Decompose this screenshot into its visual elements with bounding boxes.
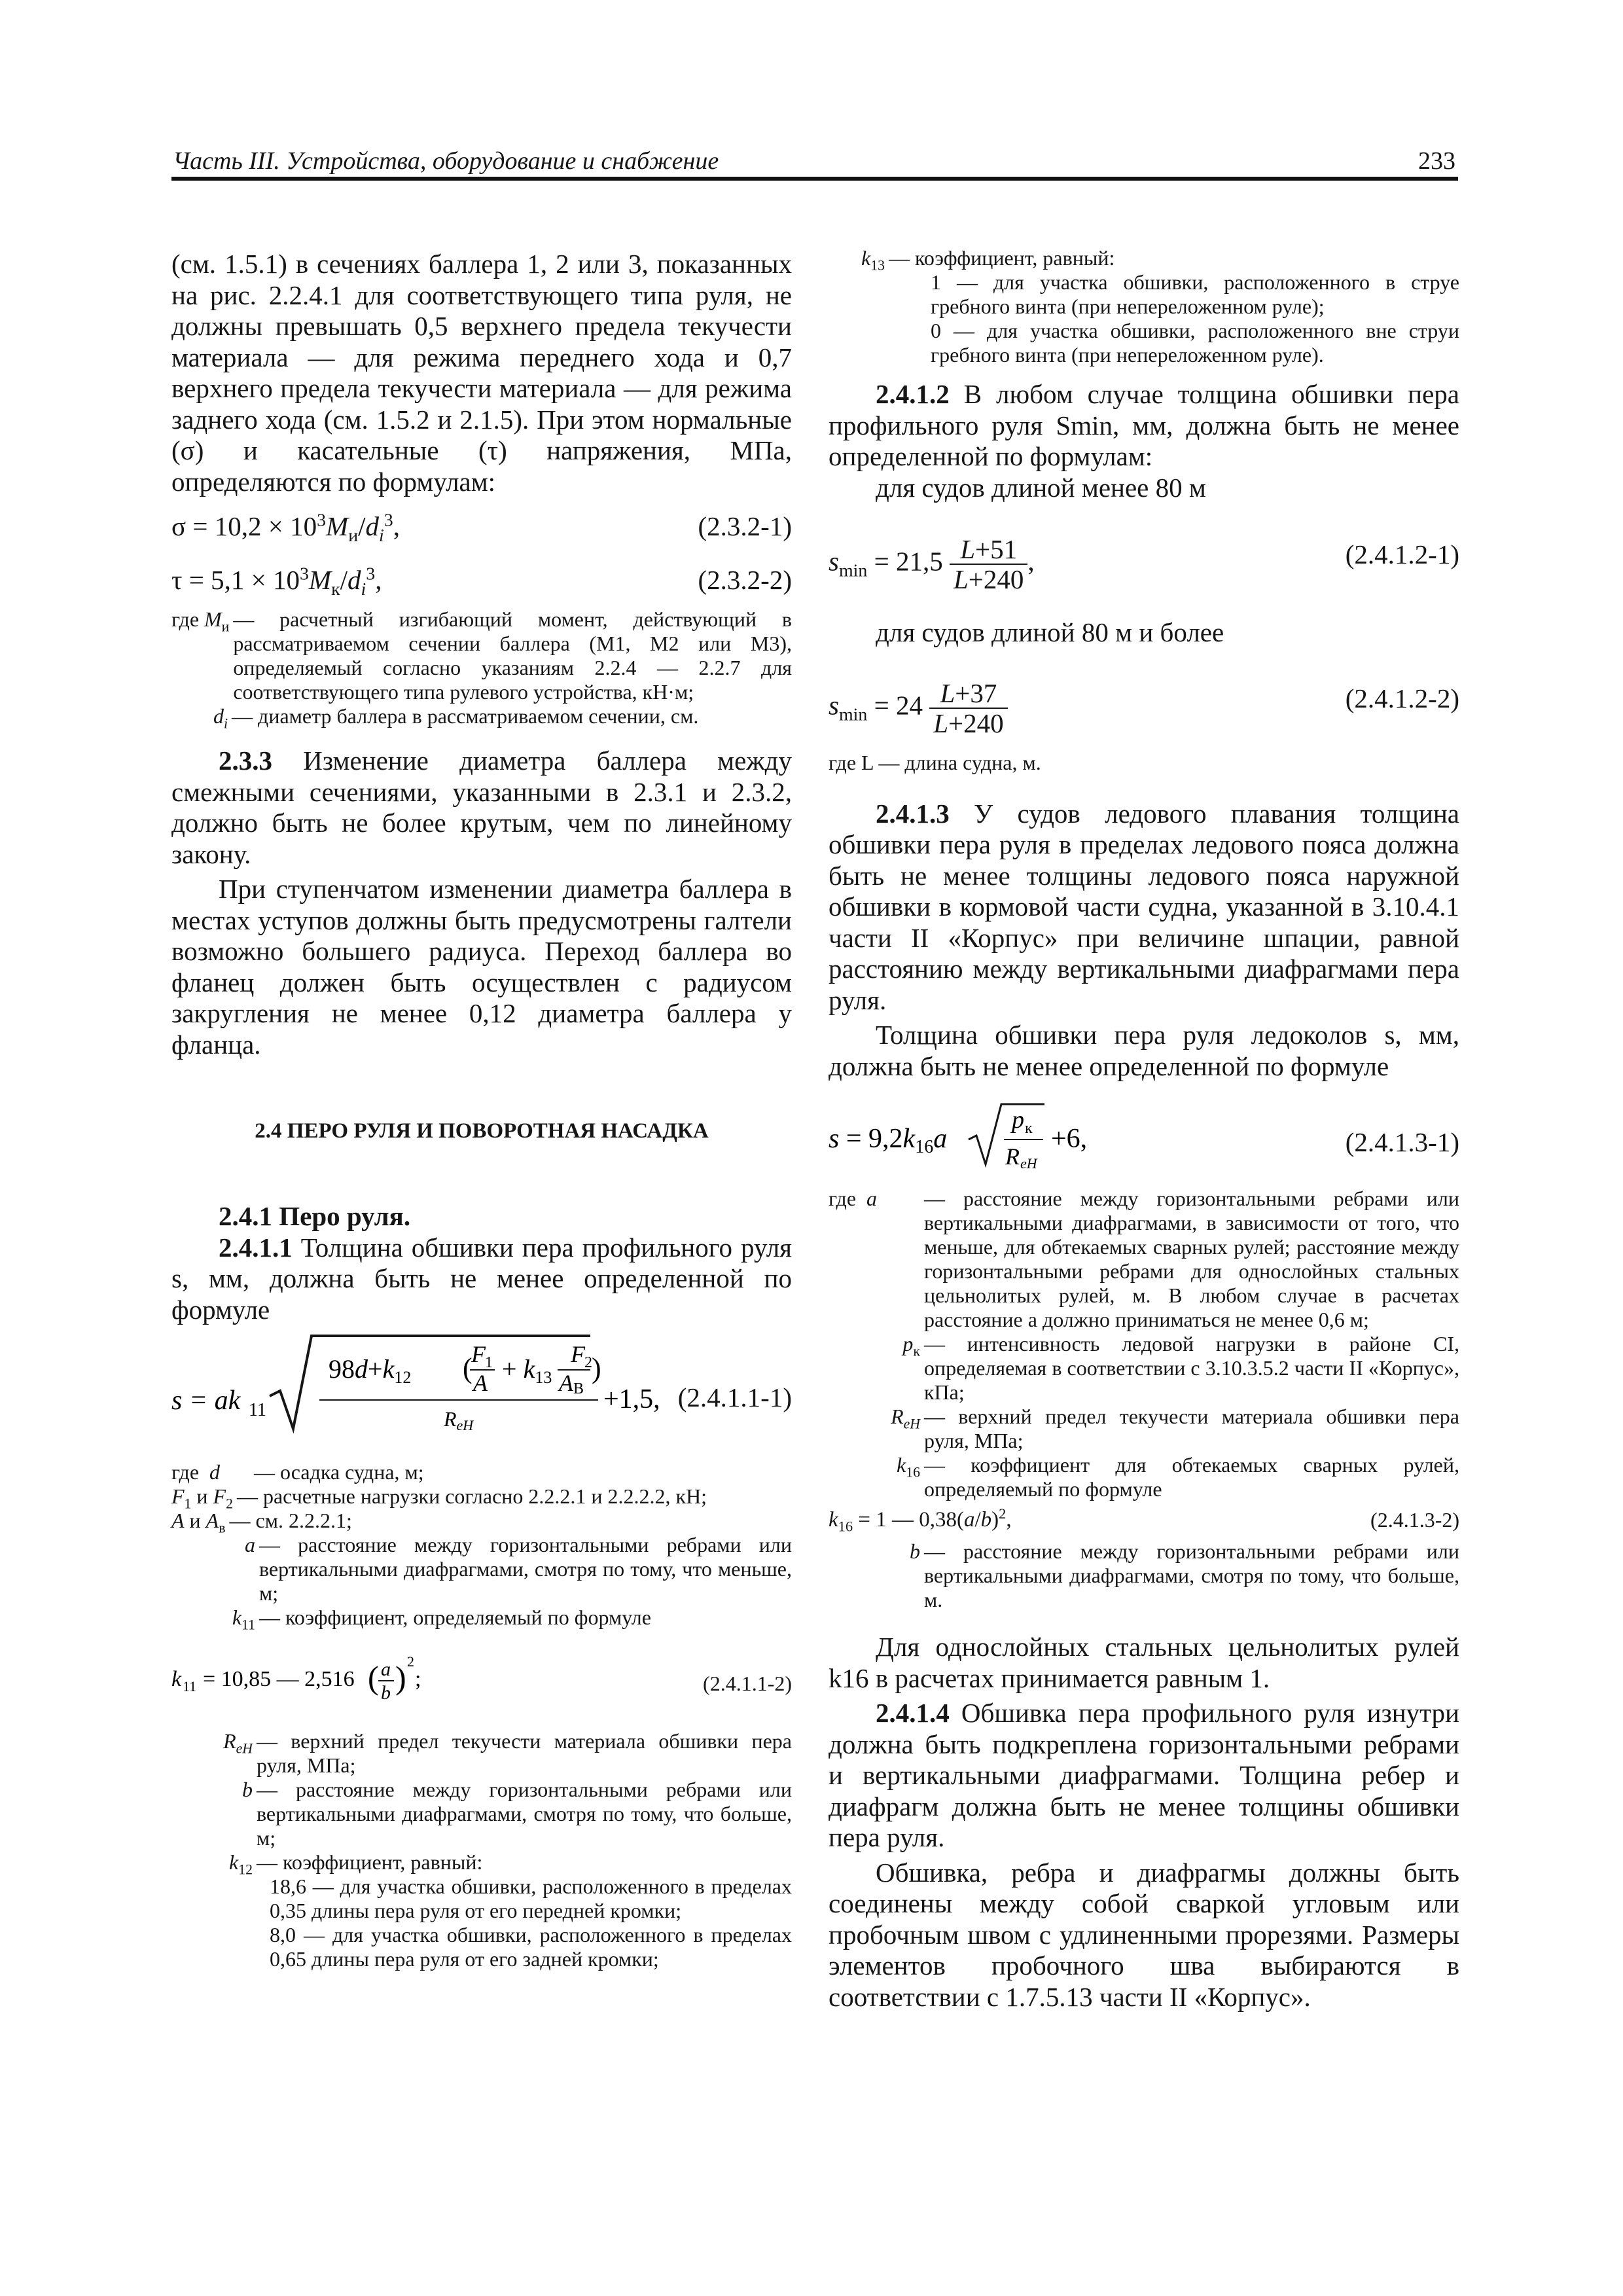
svg-text:+ k13: + $k_{13}$: [502, 1354, 552, 1387]
step-paragraph: При ступенчатом изменении диаметра баллера в местах уступов должны быть предусмотрены галтели возможно большего радиуса. Переход баллера во фланец должен быть осуществлен с радиусом закругления не менее 0,12 диаметра баллера у фланца.: [171, 874, 792, 1060]
definition-item: $d_i$ — диаметр баллера в рассматриваемом сечении, см.: [171, 704, 792, 728]
formula-number: (2.3.2-2): [698, 565, 792, 595]
definitions-block: [171, 1460, 792, 1633]
paragraph-2-4-1-4: [829, 1698, 1459, 1854]
formula-smin-1: $s_{min} = 21,5$ $\frac{L+51}{L+240}$ , (2.4.1.2-1): [829, 534, 1459, 594]
svg-text:11: 11: [249, 1400, 266, 1420]
definition-subitem: 1 — для участка обшивки, расположенного в струе гребного винта (при непереложенном руле);: [931, 270, 1459, 318]
definition-item: где $M_и$ — расчетный изгибающий момент, действующий в рассматриваемом сечении баллера (M1, M2 или M3), определяемый согласно указаниям 2.2.4 — 2.2.7 для соответствующего типа рулевого устройства, кН·м;: [171, 607, 792, 704]
clause-number: 2.3.3: [219, 745, 272, 776]
definition-text: — коэффициент, равный:: [888, 246, 1115, 270]
clause-text: Толщина обшивки пера профильного руля s, мм, должна быть не менее определенной по формуле: [171, 1232, 793, 1325]
definition-item: b — расстояние между горизонтальными ребрами или вертикальными диафрагмами, смотря по тому, что больше, м;: [242, 1778, 792, 1850]
condition-label: для судов длиной 80 м и более: [876, 617, 1224, 647]
page-number: 233: [1418, 147, 1455, 175]
definition-subitem: 8,0 — для участка обшивки, расположенного в пределах 0,65 длины пера руля от его задней кромки;: [270, 1923, 792, 1971]
clause-number: 2.4.1.4: [876, 1698, 950, 1728]
formula-number: (2.4.1.1-1): [677, 1382, 792, 1412]
where-label: где: [171, 607, 200, 631]
svg-text:b: b: [381, 1682, 391, 1704]
clause-number: 2.4.1.1: [219, 1232, 293, 1263]
definition-text: — см. 2.2.2.1;: [229, 1509, 352, 1532]
definition-subitem: 0 — для участка обшивки, расположенного вне струи гребного винта (при непереложенном руле).: [931, 319, 1459, 367]
definition-text: — расстояние между горизонтальными ребрами или вертикальными диафрагмами, смотря по тому, что меньше, м;: [259, 1533, 792, 1605]
subsection-title: 2.4.1 Перо руля.: [219, 1201, 411, 1231]
svg-text:s = 9,2k16a: s = 9,2k16a: [829, 1124, 948, 1157]
svg-text:2: 2: [584, 1354, 592, 1371]
definition-text: — интенсивность ледовой нагрузки в районе CI, определяемая в соответствии с 3.10.3.5.2 части II «Корпус», кПа;: [924, 1332, 1459, 1404]
formula-k16: $k_{16} = 1$ — $0,38(a/b)^2$, (2.4.1.3-2): [829, 1505, 1459, 1535]
formula-number: (2.4.1.2-1): [1345, 539, 1459, 569]
svg-text:2: 2: [407, 1653, 414, 1670]
clause-number: 2.4.1.3: [876, 798, 950, 829]
definition-text: — расстояние между горизонтальными ребрами или вертикальными диафрагмами, смотря по тому, что больше, м.: [924, 1539, 1459, 1611]
definition-item: $R_{eH}$ — верхний предел текучести материала обшивки пера руля, МПа;: [223, 1729, 792, 1777]
svg-text:k: k: [171, 1667, 182, 1691]
header-title: Часть III. Устройства, оборудование и снабжение: [173, 147, 719, 175]
svg-text:): ): [592, 1352, 601, 1384]
formula-sigma: $\sigma = 10,2 \times 10^3M_и/d_i^3$, (2.3.2-1): [171, 507, 792, 546]
formula-number: (2.4.1.3-2): [1370, 1508, 1459, 1532]
paragraph-2-4-1-1: [171, 1232, 792, 1326]
svg-text:F: F: [571, 1341, 585, 1367]
definition-item: $F_1$ и $F_2$ — расчетные нагрузки согласно 2.2.2.1 и 2.2.2.2, кН;: [171, 1484, 792, 1509]
formula-k11: [171, 1647, 792, 1710]
svg-text:ReH: ReH: [444, 1407, 474, 1433]
svg-text:s = ak: s = ak: [171, 1386, 241, 1416]
svg-text:1: 1: [485, 1354, 493, 1371]
svg-text:p: p: [1012, 1106, 1024, 1134]
svg-text:;: ;: [415, 1667, 421, 1691]
svg-text:): ): [395, 1659, 406, 1696]
svg-text:A: A: [473, 1370, 488, 1396]
definitions-block: [829, 246, 1459, 367]
definition-item: $k_{12}$ — коэффициент, равный:: [171, 1850, 792, 1874]
formula-s-plating: [171, 1331, 792, 1442]
clause-number: 2.4.1.2: [876, 379, 950, 409]
section-title: 2.4 ПЕРО РУЛЯ И ПОВОРОТНАЯ НАСАДКА: [255, 1119, 709, 1143]
svg-text:к: к: [1025, 1120, 1033, 1137]
svg-text:eH: eH: [1020, 1155, 1037, 1172]
definition-item: $R_{eH}$ — верхний предел текучести материала обшивки пера руля, МПа;: [891, 1405, 1459, 1452]
svg-text:+1,5,: +1,5,: [603, 1384, 660, 1414]
definition-item: A и $A_в$ — см. 2.2.2.1;: [171, 1509, 792, 1533]
definition-text: — верхний предел текучести материала обшивки пера руля, МПа;: [924, 1405, 1459, 1452]
definition-text: — диаметр баллера в рассматриваемом сечении, см.: [232, 704, 699, 728]
svg-text:R: R: [1005, 1143, 1020, 1170]
svg-text:(: (: [463, 1352, 473, 1384]
svg-text:a: a: [381, 1659, 391, 1680]
right-column: [829, 246, 1460, 2013]
definition-item: b — расстояние между горизонтальными ребрами или вертикальными диафрагмами, смотря по тому, что больше, м.: [910, 1539, 1459, 1611]
definition-text: — верхний предел текучести материала обшивки пера руля, МПа;: [257, 1729, 792, 1777]
definition-text: — осадка судна, м;: [254, 1460, 424, 1484]
clause-text: Обшивка пера профильного руля изнутри должна быть подкреплена горизонтальными ребрами и вертикальными диафрагмами. Толщина ребер и диафрагм должна быть не менее толщины обшивки пера руля.: [829, 1698, 1460, 1852]
formula-number: (2.4.1.1-2): [703, 1672, 792, 1695]
definition-text: — коэффициент, равный:: [257, 1850, 483, 1874]
svg-text:+6,: +6,: [1051, 1124, 1088, 1154]
definition-subitem: 18,6 — для участка обшивки, расположенного в пределах 0,35 длины пера руля от его передней кромки;: [270, 1874, 792, 1922]
definition-item: где d — осадка судна, м;: [171, 1460, 792, 1484]
definition-item: где L — длина судна, м.: [829, 750, 1041, 774]
condition-label: для судов длиной менее 80 м: [876, 472, 1206, 503]
definitions-block: [171, 1729, 792, 1971]
svg-text:98d+k12: $98d+k_{12}$: [329, 1354, 412, 1387]
welding-paragraph: Обшивка, ребра и диафрагмы должны быть соединены между собой сваркой угловым или пробочным швом с удлиненными прорезями. Размеры элементов пробочного шва выбираются в соответствии с 1.7.5.13 части II «Корпус».: [829, 1857, 1459, 2012]
definition-text: — расстояние между горизонтальными ребрами или вертикальными диафрагмами, в зависимости от того, что меньше, для обтекаемых сварных рулей; расстояние между горизонтальными ребрами для однослойных стальных цельнолитых рулей, м. В любом случае в расчетах расстояние a должно приниматься не менее 0,6 м;: [924, 1187, 1459, 1331]
formula-number: (2.3.2-1): [698, 511, 792, 541]
clause-text: В любом случае толщина обшивки пера профильного руля Smin, мм, должна быть не менее определенной по формулам:: [829, 379, 1460, 471]
running-header: [171, 143, 1458, 181]
clause-text: Изменение диаметра баллера между смежными сечениями, указанными в 2.3.1 и 2.3.2, должно быть не более крутым, чем по линейному закону.: [171, 745, 792, 869]
svg-text:= 10,85 — 2,516: = 10,85 — 2,516: [203, 1667, 355, 1691]
intro-paragraph: (см. 1.5.1) в сечениях баллера 1, 2 или 3, показанных на рис. 2.2.4.1 для соответствующего типа руля, не должны превышать 0,5 верхнего предела текучести материала — для режима переднего хода и 0,7 верхнего предела текучести материала — для режима заднего хода (см. 1.5.2 и 2.1.5). При этом нормальные (σ) и касательные (τ) напряжения, МПа, определяются по формулам:: [171, 249, 792, 497]
formula-number: (2.4.1.3-1): [1345, 1127, 1459, 1157]
paragraph-2-3-3: [171, 745, 792, 870]
definition-item: $p_к$ — интенсивность ледовой нагрузки в районе CI, определяемая в соответствии с 3.10.3.5.2 части II «Корпус», кПа;: [902, 1332, 1459, 1404]
clause-text: У судов ледового плавания толщина обшивки пера руля в пределах ледового пояса должна быть не менее толщины ледового пояса наружной обшивки в кормовой части судна, указанной в 3.10.4.1 части II «Корпус» при величине шпации, равной расстоянию между вертикальными диафрагмами пера руля.: [829, 798, 1459, 1015]
definition-item: a — расстояние между горизонтальными ребрами или вертикальными диафрагмами, смотря по тому, что меньше, м;: [245, 1533, 792, 1605]
definition-item: $k_{13}$ — коэффициент, равный:: [829, 246, 1459, 270]
svg-text:F: F: [471, 1341, 486, 1367]
svg-text:A: A: [559, 1370, 573, 1396]
definition-text: — коэффициент для обтекаемых сварных рулей, определяемый по формуле: [924, 1453, 1459, 1501]
svg-text:11: 11: [183, 1678, 197, 1695]
paragraph-2-4-1-3: [829, 798, 1459, 1016]
definitions-block: [171, 607, 792, 732]
formula-s-icebreaker: [829, 1099, 1459, 1177]
formula-graphic: [171, 1647, 630, 1710]
svg-text:В: В: [573, 1380, 584, 1397]
definition-text: — расстояние между горизонтальными ребрами или вертикальными диафрагмами, смотря по тому, что больше, м;: [257, 1778, 792, 1850]
svg-text:(: (: [368, 1659, 379, 1696]
definition-item: где a — расстояние между горизонтальными ребрами или вертикальными диафрагмами, в зависимости от того, что меньше, для обтекаемых сварных рулей; расстояние между горизонтальными ребрами для однослойных стальных цельнолитых рулей, м. В любом случае в расчетах расстояние a должно приниматься не менее 0,6 м;: [829, 1187, 1459, 1331]
formula-smin-2: $s_{min} = 24$ $\frac{L+37}{L+240}$ (2.4.1.2-2): [829, 677, 1459, 738]
definitions-block: [829, 1187, 1459, 1501]
monolithic-paragraph: Для однослойных стальных цельнолитых рулей k16 в расчетах принимается равным 1.: [829, 1632, 1459, 1693]
formula-graphic: [829, 1099, 1287, 1177]
paragraph-2-4-1-2: [829, 379, 1459, 473]
definition-text: — коэффициент, определяемый по формуле: [259, 1605, 651, 1629]
icebreaker-paragraph: Толщина обшивки пера руля ледоколов s, мм, должна быть не менее определенной по формуле: [829, 1020, 1459, 1081]
definition-text: — расчетные нагрузки согласно 2.2.2.1 и 2.2.2.2, кН;: [236, 1484, 707, 1508]
left-column: [171, 249, 792, 1971]
definition-text: — расчетный изгибающий момент, действующий в рассматриваемом сечении баллера (M1, M2 или M3), определяемый согласно указаниям 2.2.4 — 2.2.7 для соответствующего типа рулевого устройства, кН·м;: [233, 607, 792, 704]
formula-tau: $\tau = 5,1 \times 10^3M_к/d_i^3$, (2.3.2-2): [171, 560, 792, 600]
definition-item: $k_{11}$ — коэффициент, определяемый по формуле: [171, 1605, 792, 1630]
formula-number: (2.4.1.2-2): [1345, 683, 1459, 713]
definition-item: $k_{16}$ — коэффициент для обтекаемых сварных рулей, определяемый по формуле: [897, 1453, 1459, 1501]
